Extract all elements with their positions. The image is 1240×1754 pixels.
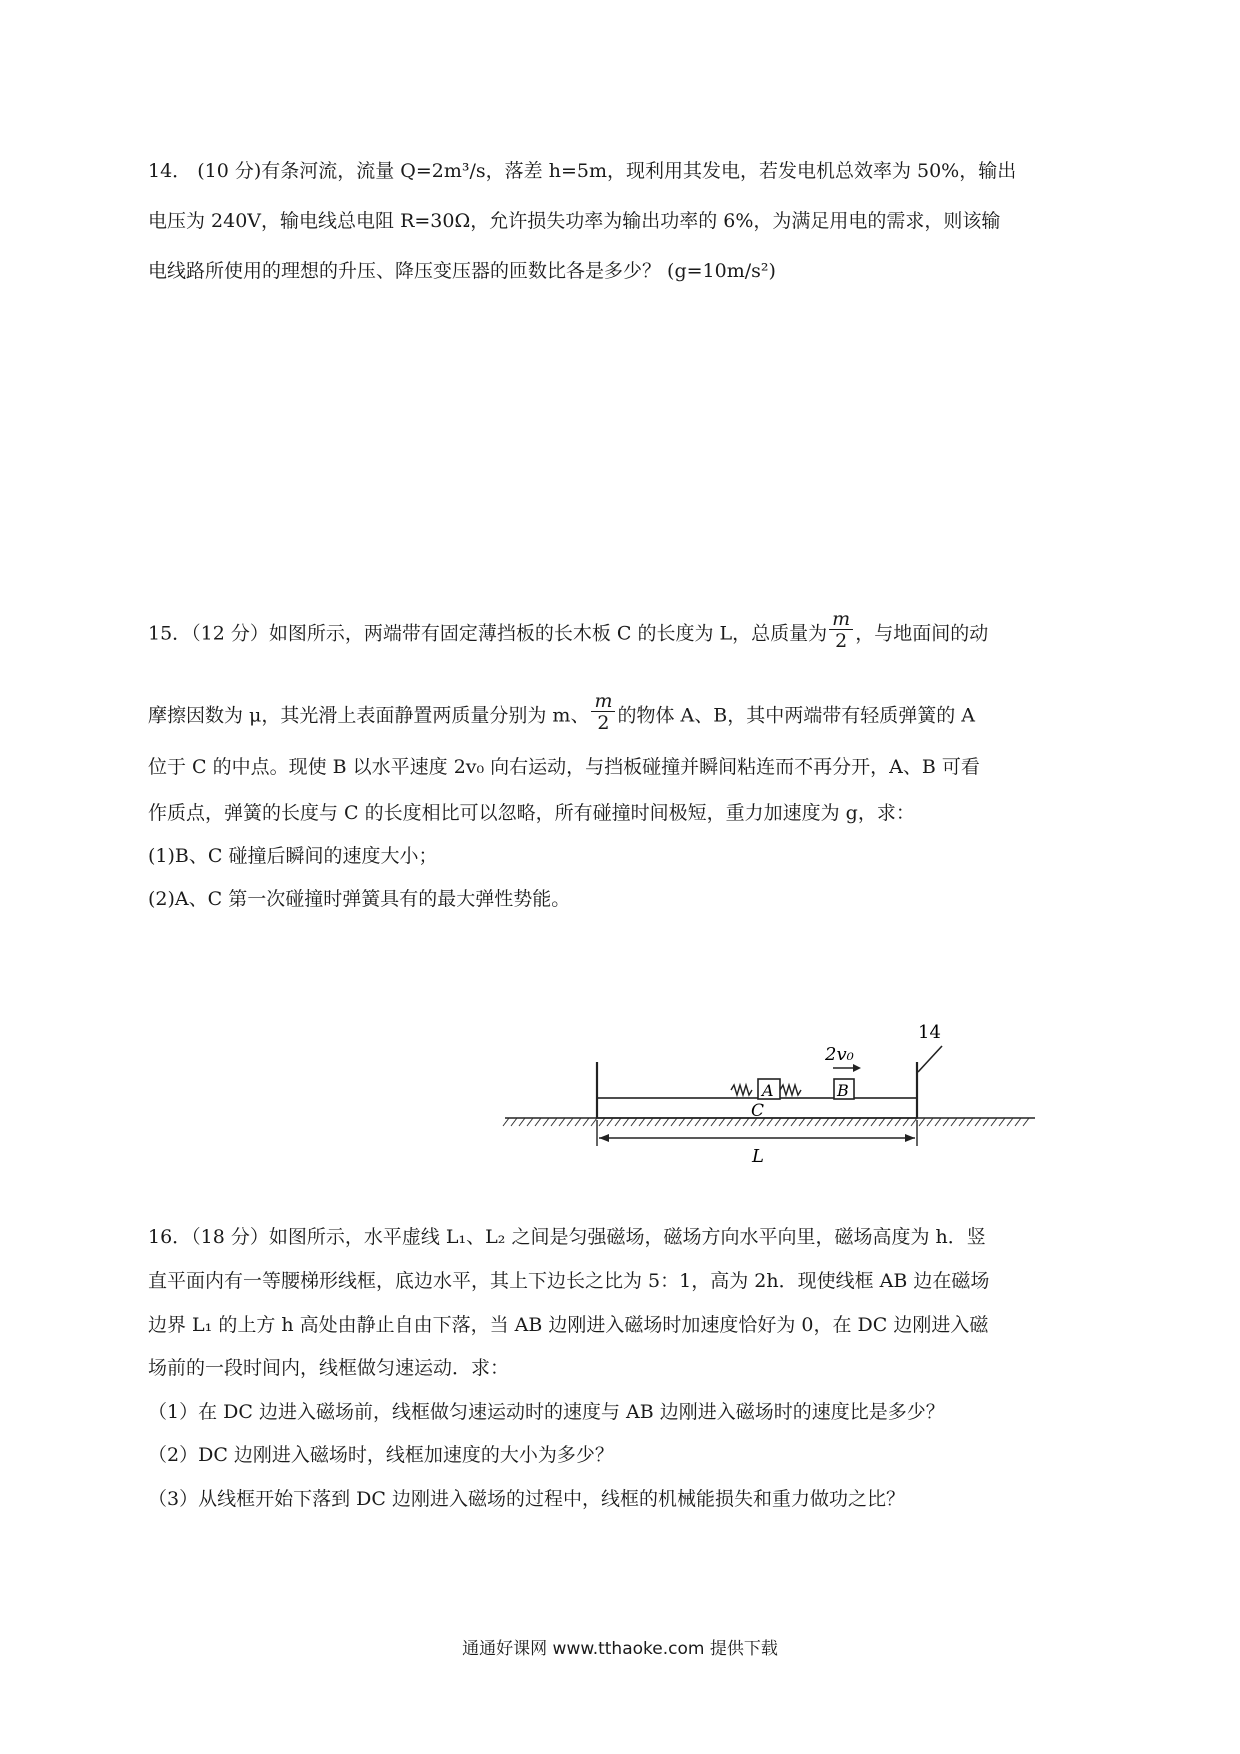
hatch-stroke xyxy=(519,1118,525,1126)
hatch-stroke xyxy=(727,1118,733,1126)
hatch-stroke xyxy=(1023,1118,1029,1126)
hatch-stroke xyxy=(735,1118,741,1126)
fraction-numerator: m xyxy=(594,690,613,712)
hatch-stroke xyxy=(807,1118,813,1126)
q14-line-1: 14． (10 分)有条河流，流量 Q=2m³/s，落差 h=5m，现利用其发电，若发电机总效率为 50%，输出 xyxy=(148,160,1017,182)
hatch-stroke xyxy=(903,1118,909,1126)
label-c: C xyxy=(751,1101,765,1121)
hatch-stroke xyxy=(671,1118,677,1126)
q16-line-3: 边界 L₁ 的上方 h 高处由静止自由下落，当 AB 边刚进入磁场时加速度恰好为 0，在 DC 边刚进入磁 xyxy=(148,1314,989,1336)
hatch-stroke xyxy=(847,1118,853,1126)
hatch-stroke xyxy=(1015,1118,1021,1126)
hatch-stroke xyxy=(551,1118,557,1126)
hatch-stroke xyxy=(503,1118,509,1126)
hatch-stroke xyxy=(967,1118,973,1126)
dimension-arrow-left xyxy=(599,1134,609,1142)
hatch-stroke xyxy=(767,1118,773,1126)
hatch-stroke xyxy=(887,1118,893,1126)
q15-line-1-text-b: ，与地面间的动 xyxy=(855,622,989,645)
q16-line-1: 16．（18 分）如图所示，水平虚线 L₁、L₂ 之间是匀强磁场，磁场方向水平向里，磁场高度为 h．竖 xyxy=(148,1226,986,1248)
hatch-stroke xyxy=(943,1118,949,1126)
hatch-stroke xyxy=(855,1118,861,1126)
hatch-stroke xyxy=(535,1118,541,1126)
hatch-stroke xyxy=(879,1118,885,1126)
q16-line-5: （1）在 DC 边进入磁场前，线框做匀速运动时的速度与 AB 边刚进入磁场时的速度比是多少？ xyxy=(148,1401,945,1423)
hatch-stroke xyxy=(831,1118,837,1126)
q16-line-2: 直平面内有一等腰梯形线框，底边水平，其上下边长之比为 5：1，高为 2h．现使线框 AB 边在磁场 xyxy=(148,1270,990,1292)
hatch-stroke xyxy=(783,1118,789,1126)
q14-line-2: 电压为 240V，输电线总电阻 R=30Ω，允许损失功率为输出功率的 6%，为满足用电的需求，则该输 xyxy=(148,210,1001,232)
dimension-arrow-right xyxy=(905,1134,915,1142)
hatch-stroke xyxy=(695,1118,701,1126)
hatch-stroke xyxy=(935,1118,941,1126)
hatch-stroke xyxy=(631,1118,637,1126)
hatch-stroke xyxy=(823,1118,829,1126)
hatch-stroke xyxy=(911,1118,917,1126)
hatch-stroke xyxy=(815,1118,821,1126)
hatch-stroke xyxy=(863,1118,869,1126)
page-footer: 通通好课网 www.tthaoke.com 提供下载 xyxy=(462,1639,778,1659)
hatch-stroke xyxy=(575,1118,581,1126)
label-l: L xyxy=(752,1146,764,1167)
fraction-numerator: m xyxy=(832,608,851,630)
spring-left xyxy=(731,1085,752,1095)
hatch-stroke xyxy=(639,1118,645,1126)
hatch-stroke xyxy=(791,1118,797,1126)
hatch-stroke xyxy=(895,1118,901,1126)
hatch-stroke xyxy=(687,1118,693,1126)
hatch-stroke xyxy=(599,1118,605,1126)
q15-line-2-text-b: 的物体 A、B，其中两端带有轻质弹簧的 A xyxy=(617,704,975,727)
label-velocity: 2v₀ xyxy=(825,1044,854,1065)
hatch-stroke xyxy=(999,1118,1005,1126)
q16-line-7: （3）从线框开始下落到 DC 边刚进入磁场的过程中，线框的机械能损失和重力做功之比？ xyxy=(148,1488,905,1510)
hatch-stroke xyxy=(975,1118,981,1126)
ground-hatching xyxy=(503,1118,1029,1126)
hatch-stroke xyxy=(583,1118,589,1126)
q16-line-6: （2）DC 边刚进入磁场时，线框加速度的大小为多少？ xyxy=(148,1444,614,1466)
hatch-stroke xyxy=(567,1118,573,1126)
hatch-stroke xyxy=(839,1118,845,1126)
hatch-stroke xyxy=(615,1118,621,1126)
label-14: 14 xyxy=(918,1022,941,1043)
hatch-stroke xyxy=(983,1118,989,1126)
q15-line-3: 位于 C 的中点。现使 B 以水平速度 2v₀ 向右运动，与挡板碰撞并瞬间粘连而不再分开，A、B 可看 xyxy=(148,756,980,778)
hatch-stroke xyxy=(647,1118,653,1126)
hatch-stroke xyxy=(927,1118,933,1126)
hatch-stroke xyxy=(559,1118,565,1126)
q15-line-2-text-a: 摩擦因数为 μ，其光滑上表面静置两质量分别为 m、 xyxy=(148,704,590,727)
q14-line-3: 电线路所使用的理想的升压、降压变压器的匝数比各是多少？ (g=10m/s²) xyxy=(148,260,776,282)
q15-line-4: 作质点，弹簧的长度与 C 的长度相比可以忽略，所有碰撞时间极短，重力加速度为 g，求： xyxy=(148,802,915,824)
hatch-stroke xyxy=(991,1118,997,1126)
hatch-stroke xyxy=(743,1118,749,1126)
hatch-stroke xyxy=(719,1118,725,1126)
q15-line-1-text-a: 15．（12 分）如图所示，两端带有固定薄挡板的长木板 C 的长度为 L，总质量为 xyxy=(148,622,828,645)
label-a: A xyxy=(762,1081,774,1100)
hatch-stroke xyxy=(655,1118,661,1126)
label-b: B xyxy=(837,1081,849,1100)
hatch-stroke xyxy=(711,1118,717,1126)
q15-line-2 xyxy=(148,690,975,737)
hatch-stroke xyxy=(871,1118,877,1126)
q15-line-5: (1)B、C 碰撞后瞬间的速度大小； xyxy=(148,845,438,867)
q16-line-4: 场前的一段时间内，线框做匀速运动．求： xyxy=(148,1357,510,1379)
hatch-stroke xyxy=(703,1118,709,1126)
fraction-m-over-2 xyxy=(591,692,615,733)
cart-figure xyxy=(495,1010,1055,1170)
hatch-stroke xyxy=(607,1118,613,1126)
fraction-denominator: 2 xyxy=(829,629,853,651)
q15-line-1 xyxy=(148,608,989,655)
q15-line-6: (2)A、C 第一次碰撞时弹簧具有的最大弹性势能。 xyxy=(148,888,571,910)
hatch-stroke xyxy=(663,1118,669,1126)
hatch-stroke xyxy=(679,1118,685,1126)
hatch-stroke xyxy=(511,1118,517,1126)
hatch-stroke xyxy=(799,1118,805,1126)
fraction-m-over-2 xyxy=(829,610,853,651)
hatch-stroke xyxy=(1007,1118,1013,1126)
spring-right xyxy=(780,1085,801,1095)
hatch-stroke xyxy=(623,1118,629,1126)
hatch-stroke xyxy=(527,1118,533,1126)
velocity-arrow-head xyxy=(853,1064,861,1072)
hatch-stroke xyxy=(775,1118,781,1126)
fraction-denominator: 2 xyxy=(591,711,615,733)
hatch-stroke xyxy=(591,1118,597,1126)
hatch-stroke xyxy=(543,1118,549,1126)
hatch-stroke xyxy=(959,1118,965,1126)
hatch-stroke xyxy=(919,1118,925,1126)
label-14-pointer xyxy=(918,1046,942,1072)
hatch-stroke xyxy=(951,1118,957,1126)
